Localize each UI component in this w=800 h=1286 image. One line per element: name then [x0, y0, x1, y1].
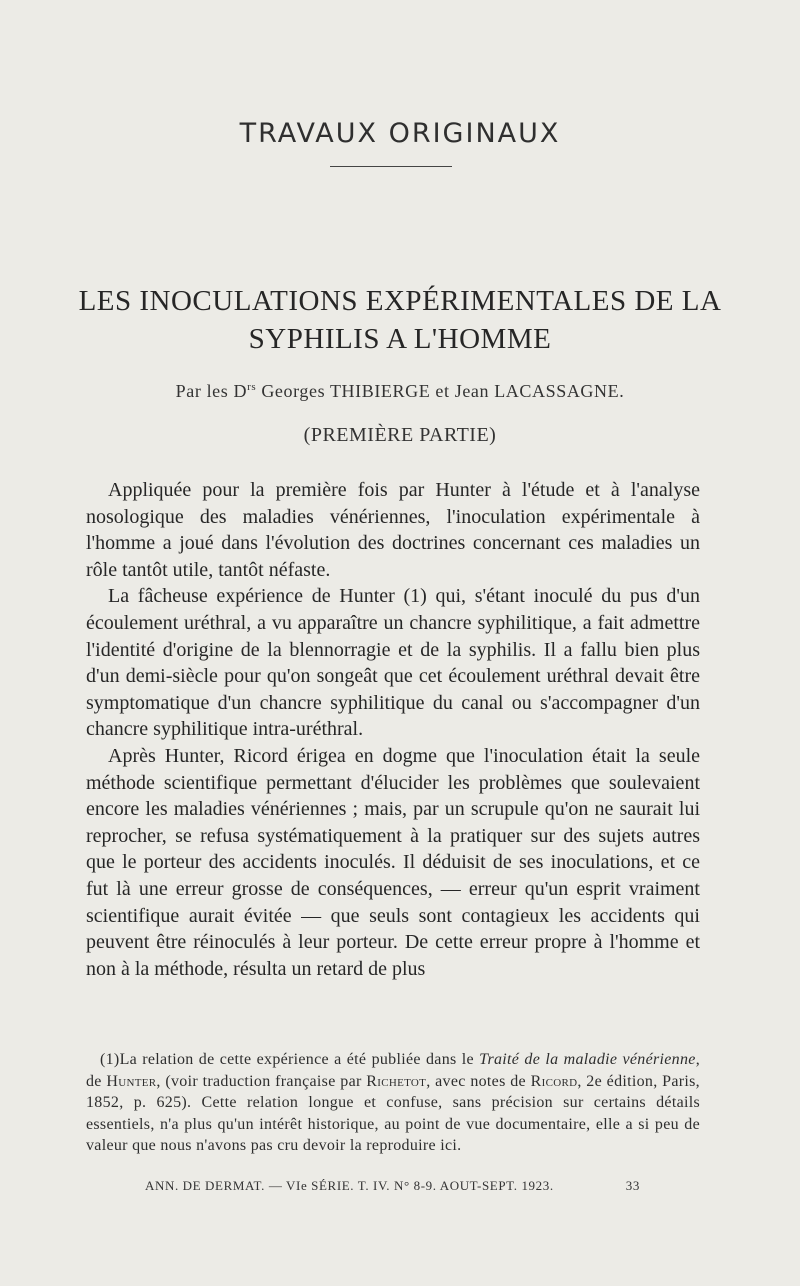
footnote	[86, 1049, 700, 1157]
page-footer	[145, 1178, 640, 1194]
footnote-label: (1)	[100, 1051, 120, 1068]
paragraph-2: La fâcheuse expérience de Hunter (1) qui, s'étant inoculé du pus d'un écoulement uréthral, a vu apparaître un chancre syphilitique, a fait admettre l'identité d'origine de la blennorragie et de la syphilis. Il a fallu bien plus d'un demi-siècle pour qu'on songeât que cet écoulement uréthral devait être symptomatique d'un chancre syphilitique du canal ou s'accompagner d'un chancre syphilitique intra-uréthral.	[86, 585, 700, 741]
footnote-name-hunter: Hunter	[106, 1072, 157, 1090]
article-title-line-1: LES INOCULATIONS EXPÉRIMENTALES DE LA	[78, 285, 722, 317]
footnote-text-a: La relation de cette expérience a été publiée dans le	[119, 1051, 480, 1068]
page-number: 33	[625, 1178, 640, 1193]
footnote-name-richetot: Richetot	[366, 1072, 427, 1090]
footnote-italic-title: Traité de la maladie vénérienne	[479, 1051, 696, 1068]
paragraph-3: Après Hunter, Ricord érigea en dogme que l'inoculation était la seule méthode scientifique permettant d'élucider les problèmes que soulevaient encore les maladies vénériennes ; mais, par un scrupule qu'on ne saurait lui reprocher, se refusa systématiquement à la pratiquer sur des sujets autres que le porteur des accidents inoculés. Il déduisit de ses inoculations, et ce fut là une erreur grosse de conséquences, — erreur qu'un esprit vraiment scientifique aurait évitée — que seuls sont contagieux les accidents qui peuvent être réinoculés à leur porteur. De cette erreur propre à l'homme et non à la méthode, résulta un retard de plus	[86, 744, 700, 980]
authors-sup: rs	[247, 381, 257, 393]
part-heading: (PREMIÈRE PARTIE)	[303, 424, 497, 446]
section-title: TRAVAUX ORIGINAUX	[239, 118, 561, 149]
article-body	[86, 477, 700, 982]
journal-reference: ANN. DE DERMAT. — VIe SÉRIE. T. IV. N° 8-9. AOUT-SEPT. 1923.	[145, 1178, 554, 1193]
article-title	[60, 282, 740, 358]
footnote-text-d: , avec notes de	[426, 1072, 531, 1090]
footnote-text-c: , (voir traduction française par	[156, 1072, 367, 1090]
footnote-name-ricord: Ricord	[530, 1072, 578, 1090]
authors-line	[60, 381, 740, 402]
title-rule	[330, 166, 452, 167]
article-title-line-2: SYPHILIS A L'HOMME	[248, 323, 552, 355]
footnote-text-e: , 2e édition, Paris, 1852, p. 625). Cette relation longue et confuse, sans précision sur certains détails essentiels, n'a plus qu'un intérêt historique, au point de vue documentaire, elle a si peu de valeur que nous n'avons pas cru devoir la reproduire ici.	[86, 1072, 700, 1154]
authors-names: Georges THIBIERGE et Jean LACASSAGNE.	[256, 381, 625, 401]
footnote-text-b: , de	[86, 1051, 700, 1090]
paragraph-1: Appliquée pour la première fois par Hunter à l'étude et à l'analyse nosologique des maladies vénériennes, l'inoculation expérimentale à l'homme a joué dans l'évolution des doctrines concernant ces maladies un rôle tantôt utile, tantôt néfaste.	[86, 479, 700, 581]
authors-prefix: Par les D	[175, 381, 248, 401]
